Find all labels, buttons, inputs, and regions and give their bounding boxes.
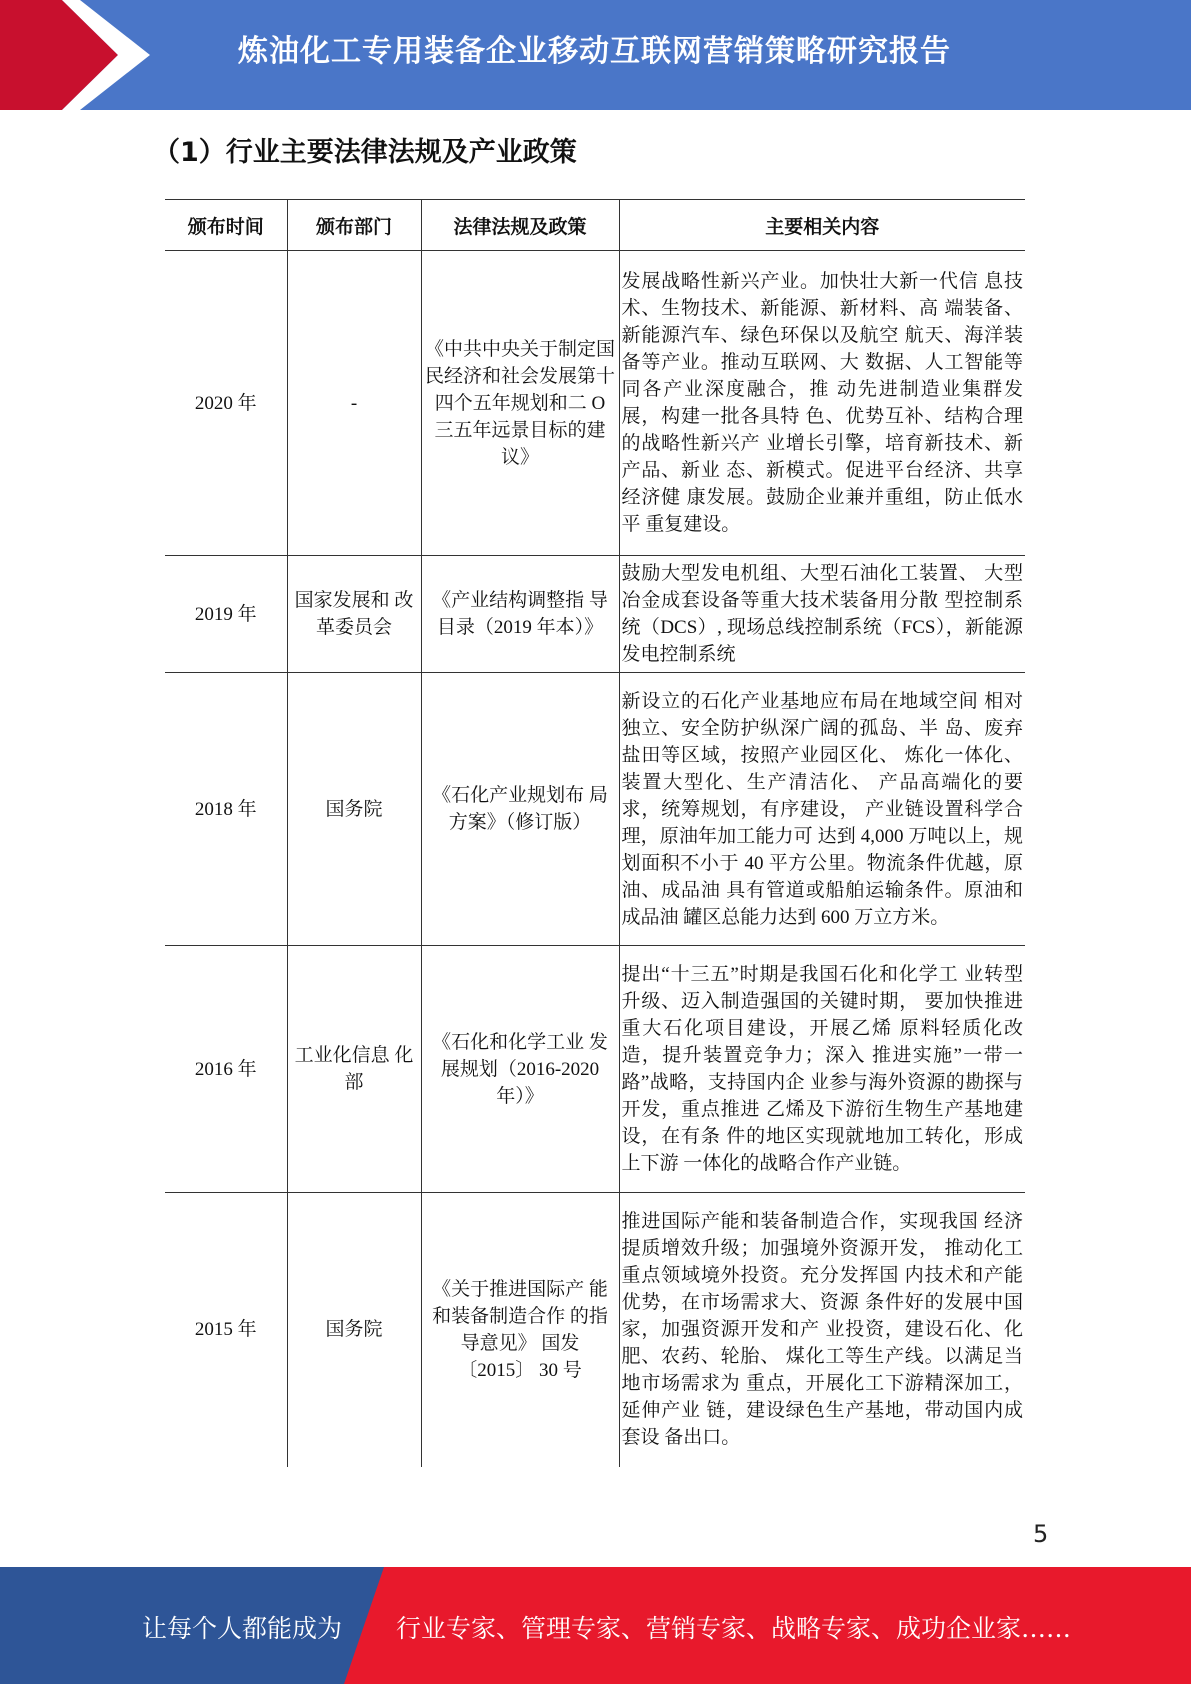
table-header-row <box>165 200 1025 251</box>
cell-content: 推进国际产能和装备制造合作，实现我国 经济提质增效升级；加强境外资源开发， 推动化工重点领域境外投资。充分发挥国 内技术和产能优势，在市场需求大、资源 条件好的发展中国家，加强资源开发和产 业投资，建设石化、化肥、农药、轮胎、 煤化工等生产线。以满足当地市场需求为 重点，开展化工下游精深加工，延伸产业 链，建设绿色生产基地，带动国内成套设 备出口。 <box>619 1193 1025 1467</box>
table-row <box>165 556 1025 673</box>
report-title: 炼油化工专用装备企业移动互联网营销策略研究报告 <box>238 34 951 69</box>
cell-content: 新设立的石化产业基地应布局在地域空间 相对独立、安全防护纵深广阔的孤岛、半 岛、废弃盐田等区域，按照产业园区化、 炼化一体化、装置大型化、生产清洁化、 产品高端化的要求，统筹规划，有序建设， 产业链设置科学合理，原油年加工能力可 达到 4,000 万吨以上，规划面积不小于 40 平方公里。物流条件优越，原油、成品油 具有管道或船舶运输条件。原油和成品油 罐区总能力达到 600 万立方米。 <box>619 673 1025 946</box>
cell-content: 鼓励大型发电机组、大型石油化工装置、 大型冶金成套设备等重大技术装备用分散 型控制系统（DCS）, 现场总线控制系统（FCS），新能源发电控制系统 <box>619 556 1025 673</box>
cell-department: - <box>287 251 421 556</box>
section-title: （1）行业主要法律法规及产业政策 <box>153 137 577 168</box>
cell-year: 2019 年 <box>165 556 287 673</box>
cell-policy: 《关于推进国际产 能和装备制造合作 的指导意见》 国发〔2015〕 30 号 <box>421 1193 619 1467</box>
cell-year: 2015 年 <box>194 1319 257 1341</box>
cell-department: 国务院 <box>287 1193 421 1467</box>
table-row <box>165 946 1025 1193</box>
footer-slogan-left: 让每个人都能成为 <box>142 1614 343 1643</box>
header-department: 颁布部门 <box>287 200 421 251</box>
cell-content: 发展战略性新兴产业。加快壮大新一代信 息技术、生物技术、新能源、新材料、高 端装备、新能源汽车、绿色环保以及航空 航天、海洋装备等产业。推动互联网、大 数据、人工智能等同各产业深度融合，推 动先进制造业集群发展，构建一批各具特 色、优势互补、结构合理的战略性新兴产 业增长引擎，培育新技术、新产品、新业 态、新模式。促进平台经济、共享经济健 康发展。鼓励企业兼并重组，防止低水平 重复建设。 <box>619 251 1025 556</box>
page-number: 5 <box>1033 1520 1049 1548</box>
header-banner <box>0 0 1191 110</box>
footer-slogan-right: 行业专家、管理专家、营销专家、战略专家、成功企业家…… <box>396 1614 1072 1643</box>
header-content: 主要相关内容 <box>619 200 1025 251</box>
policy-table <box>165 199 1025 1467</box>
cell-policy: 《石化产业规划布 局方案》（修订版） <box>421 673 619 946</box>
footer-banner <box>0 1567 1191 1684</box>
header-year: 颁布时间 <box>165 200 287 251</box>
cell-policy: 《中共中央关于制定国民经济和社会发展第十四个五年规划和二 O 三五年远景目标的建议》 <box>421 251 619 556</box>
cell-year: 2020 年 <box>165 251 287 556</box>
cell-year: 2018 年 <box>165 673 287 946</box>
cell-year: 2016 年 <box>165 946 287 1193</box>
cell-policy: 《石化和化学工业 发展规划（2016-2020 年）》 <box>421 946 619 1193</box>
cell-policy: 《产业结构调整指 导目录（2019 年本）》 <box>421 556 619 673</box>
table-row <box>165 673 1025 946</box>
cell-department: 国务院 <box>287 673 421 946</box>
cell-content: 提出“十三五”时期是我国石化和化学工 业转型升级、迈入制造强国的关键时期， 要加快推进重大石化项目建设，开展乙烯 原料轻质化改造，提升装置竞争力；深入 推进实施”一带一路”战略，支持国内企 业参与海外资源的勘探与开发，重点推进 乙烯及下游衍生物生产基地建设，在有条 件的地区实现就地加工转化，形成上下游 一体化的战略合作产业链。 <box>619 946 1025 1193</box>
table-row <box>165 251 1025 556</box>
cell-department: 工业化信息 化部 <box>287 946 421 1193</box>
table-row <box>165 1193 1025 1467</box>
header-policy: 法律法规及政策 <box>421 200 619 251</box>
cell-department: 国家发展和 改革委员会 <box>287 556 421 673</box>
